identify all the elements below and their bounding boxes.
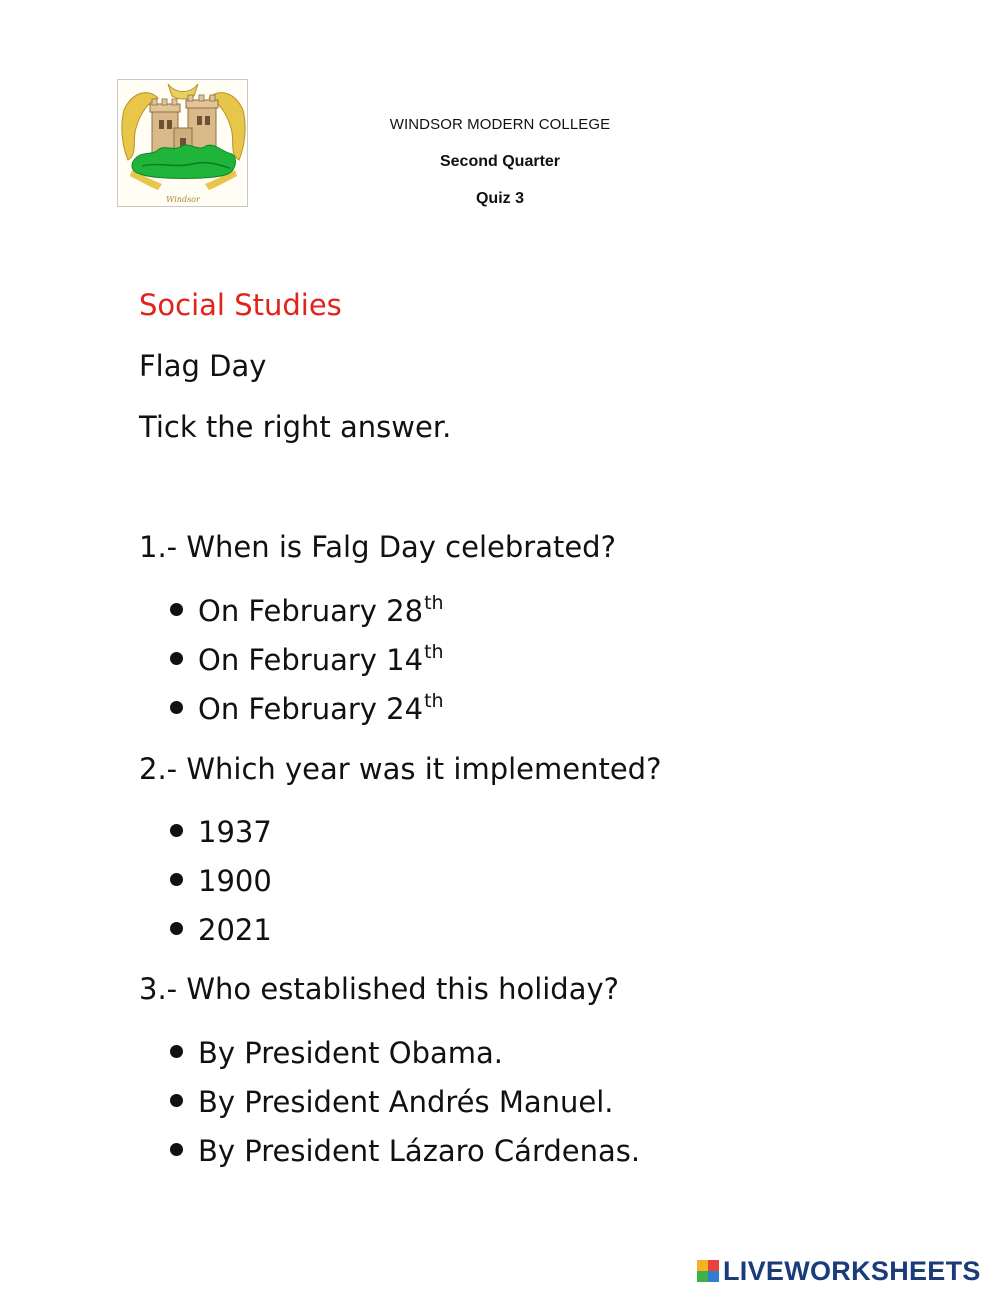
castle-crest-icon [118, 80, 248, 207]
liveworksheets-logo[interactable] [697, 1255, 981, 1287]
topic-title: Flag Day [139, 349, 267, 383]
subject-title: Social Studies [139, 288, 342, 322]
question-1: 1.- When is Falg Day celebrated? [139, 530, 616, 564]
liveworksheets-logo-icon [697, 1260, 719, 1282]
brand-name: LIVEWORKSHEETS [723, 1255, 981, 1286]
bullet-icon [170, 701, 183, 714]
quarter-label: Second Quarter [439, 153, 561, 170]
bullet-icon [170, 1143, 183, 1156]
option-label: By President Lázaro Cárdenas. [198, 1134, 641, 1168]
question-2: 2.- Which year was it implemented? [139, 752, 662, 786]
option-label: 2021 [198, 913, 272, 947]
school-name: WINDSOR MODERN COLLEGE [389, 116, 611, 133]
question-3: 3.- Who established this holiday? [139, 972, 620, 1006]
option-label: On February 28th [198, 592, 444, 628]
bullet-icon [170, 652, 183, 665]
bullet-icon [170, 1094, 183, 1107]
option-label: On February 24th [198, 690, 444, 726]
instruction-text: Tick the right answer. [139, 410, 452, 444]
option-label: By President Andrés Manuel. [198, 1085, 614, 1119]
bullet-icon [170, 873, 183, 886]
option-label: 1900 [198, 864, 272, 898]
quiz-label: Quiz 3 [475, 190, 524, 207]
bullet-icon [170, 603, 183, 616]
svg-text:Windsor: Windsor [166, 195, 200, 204]
school-logo [117, 79, 248, 207]
bullet-icon [170, 824, 183, 837]
bullet-icon [170, 1045, 183, 1058]
option-label: By President Obama. [198, 1036, 504, 1070]
option-label: On February 14th [198, 641, 444, 677]
bullet-icon [170, 922, 183, 935]
option-label: 1937 [198, 815, 272, 849]
